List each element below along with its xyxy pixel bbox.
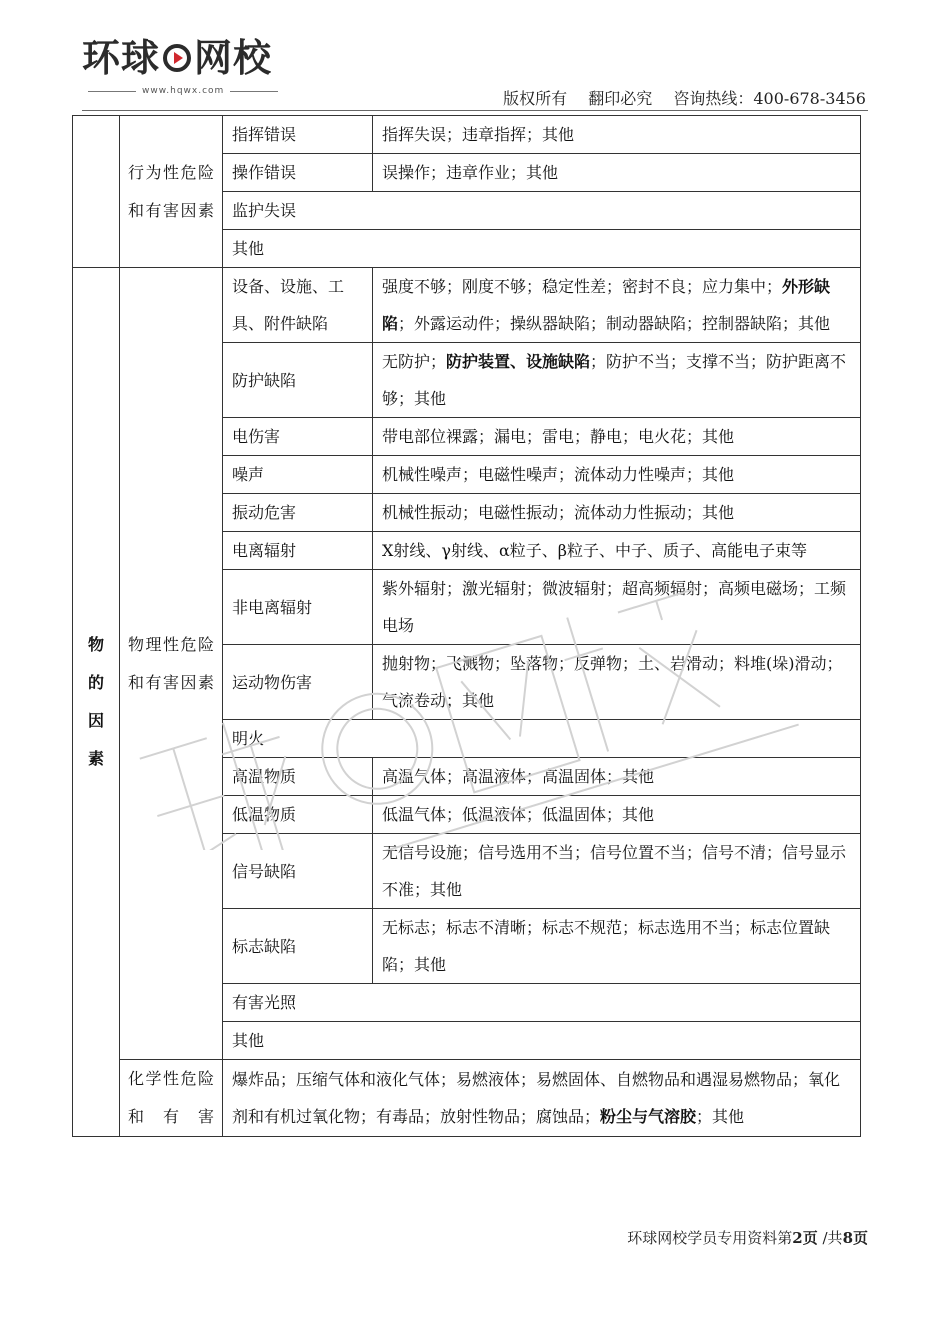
factor-name: 电离辐射 (223, 532, 373, 570)
factor-name: 操作错误 (223, 154, 373, 192)
logo-text-right: 网校 (194, 36, 273, 80)
footer-prefix: 环球网校学员专用资料第 (627, 1229, 793, 1247)
page-header (0, 0, 950, 112)
behavior-category: 行为性危险和有害因素 (120, 116, 223, 268)
factor-name: 有害光照 (223, 984, 861, 1022)
factor-name: 监护失误 (223, 192, 861, 230)
factor-detail: 机械性振动；电磁性振动；流体动力性振动；其他 (373, 494, 861, 532)
factor-detail: 低温气体；低温液体；低温固体；其他 (373, 796, 861, 834)
factor-name: 防护缺陷 (223, 343, 373, 418)
factor-detail: 紫外辐射；激光辐射；微波辐射；超高频辐射；高频电磁场；工频电场 (373, 570, 861, 645)
factor-detail: 指挥失误；违章指挥；其他 (373, 116, 861, 154)
logo-text-left: 环球 (82, 36, 161, 80)
hotline-text: 咨询热线：400-678-3456 (673, 89, 866, 108)
footer-page: 2页 (792, 1229, 818, 1247)
header-notice (487, 86, 866, 109)
play-icon (162, 43, 192, 73)
logo (82, 38, 284, 96)
factor-name: 非电离辐射 (223, 570, 373, 645)
chemical-detail: 爆炸品；压缩气体和液化气体；易燃液体；易燃固体、自燃物品和遇湿易燃物品；氧化剂和有机过氧化物；有毒品；放射性物品；腐蚀品；粉尘与气溶胶；其他 (223, 1060, 861, 1137)
factor-detail: Χ射线、γ射线、α粒子、β粒子、中子、质子、高能电子束等 (373, 532, 861, 570)
factor-detail: 无防护；防护装置、设施缺陷；防护不当；支撑不当；防护距离不够；其他 (373, 343, 861, 418)
copyright-text: 版权所有 (503, 89, 568, 108)
table-row (73, 268, 861, 343)
page-footer (627, 1227, 868, 1248)
factor-name: 其他 (223, 230, 861, 268)
factor-detail: 高温气体；高温液体；高温固体；其他 (373, 758, 861, 796)
physical-factor-label: 物的因素 (73, 268, 120, 1137)
factor-detail: 无标志；标志不清晰；标志不规范；标志选用不当；标志位置缺陷；其他 (373, 909, 861, 984)
blank-cell (73, 116, 120, 268)
table-row (73, 1060, 861, 1137)
factor-detail: 无信号设施；信号选用不当；信号位置不当；信号不清；信号显示不准；其他 (373, 834, 861, 909)
factor-name: 信号缺陷 (223, 834, 373, 909)
footer-total: 8页 (842, 1229, 868, 1247)
factor-name: 设备、设施、工具、附件缺陷 (223, 268, 373, 343)
factor-name: 运动物伤害 (223, 645, 373, 720)
physical-category: 物理性危险和有害因素 (120, 268, 223, 1060)
footer-sep: /共 (822, 1229, 843, 1247)
factor-name: 低温物质 (223, 796, 373, 834)
factor-name: 标志缺陷 (223, 909, 373, 984)
factor-name: 明火 (223, 720, 861, 758)
factor-detail: 机械性噪声；电磁性噪声；流体动力性噪声；其他 (373, 456, 861, 494)
factor-name: 高温物质 (223, 758, 373, 796)
factor-name: 振动危害 (223, 494, 373, 532)
factor-name: 其他 (223, 1022, 861, 1060)
header-divider (82, 110, 868, 111)
factor-detail: 抛射物；飞溅物；坠落物；反弹物；土、岩滑动；料堆(垛)滑动；气流卷动；其他 (373, 645, 861, 720)
no-copy-text: 翻印必究 (588, 89, 653, 108)
factor-name: 指挥错误 (223, 116, 373, 154)
hazard-table (72, 115, 861, 1137)
factor-name: 噪声 (223, 456, 373, 494)
chemical-category: 化学性危险和有害 (120, 1060, 223, 1137)
factor-detail: 带电部位裸露；漏电；雷电；静电；电火花；其他 (373, 418, 861, 456)
factor-detail: 强度不够；刚度不够；稳定性差；密封不良；应力集中；外形缺陷；外露运动件；操纵器缺陷；制动器缺陷；控制器缺陷；其他 (373, 268, 861, 343)
logo-url: www.hqwx.com (142, 86, 225, 96)
factor-detail: 误操作；违章作业；其他 (373, 154, 861, 192)
table-row (73, 116, 861, 154)
factor-name: 电伤害 (223, 418, 373, 456)
